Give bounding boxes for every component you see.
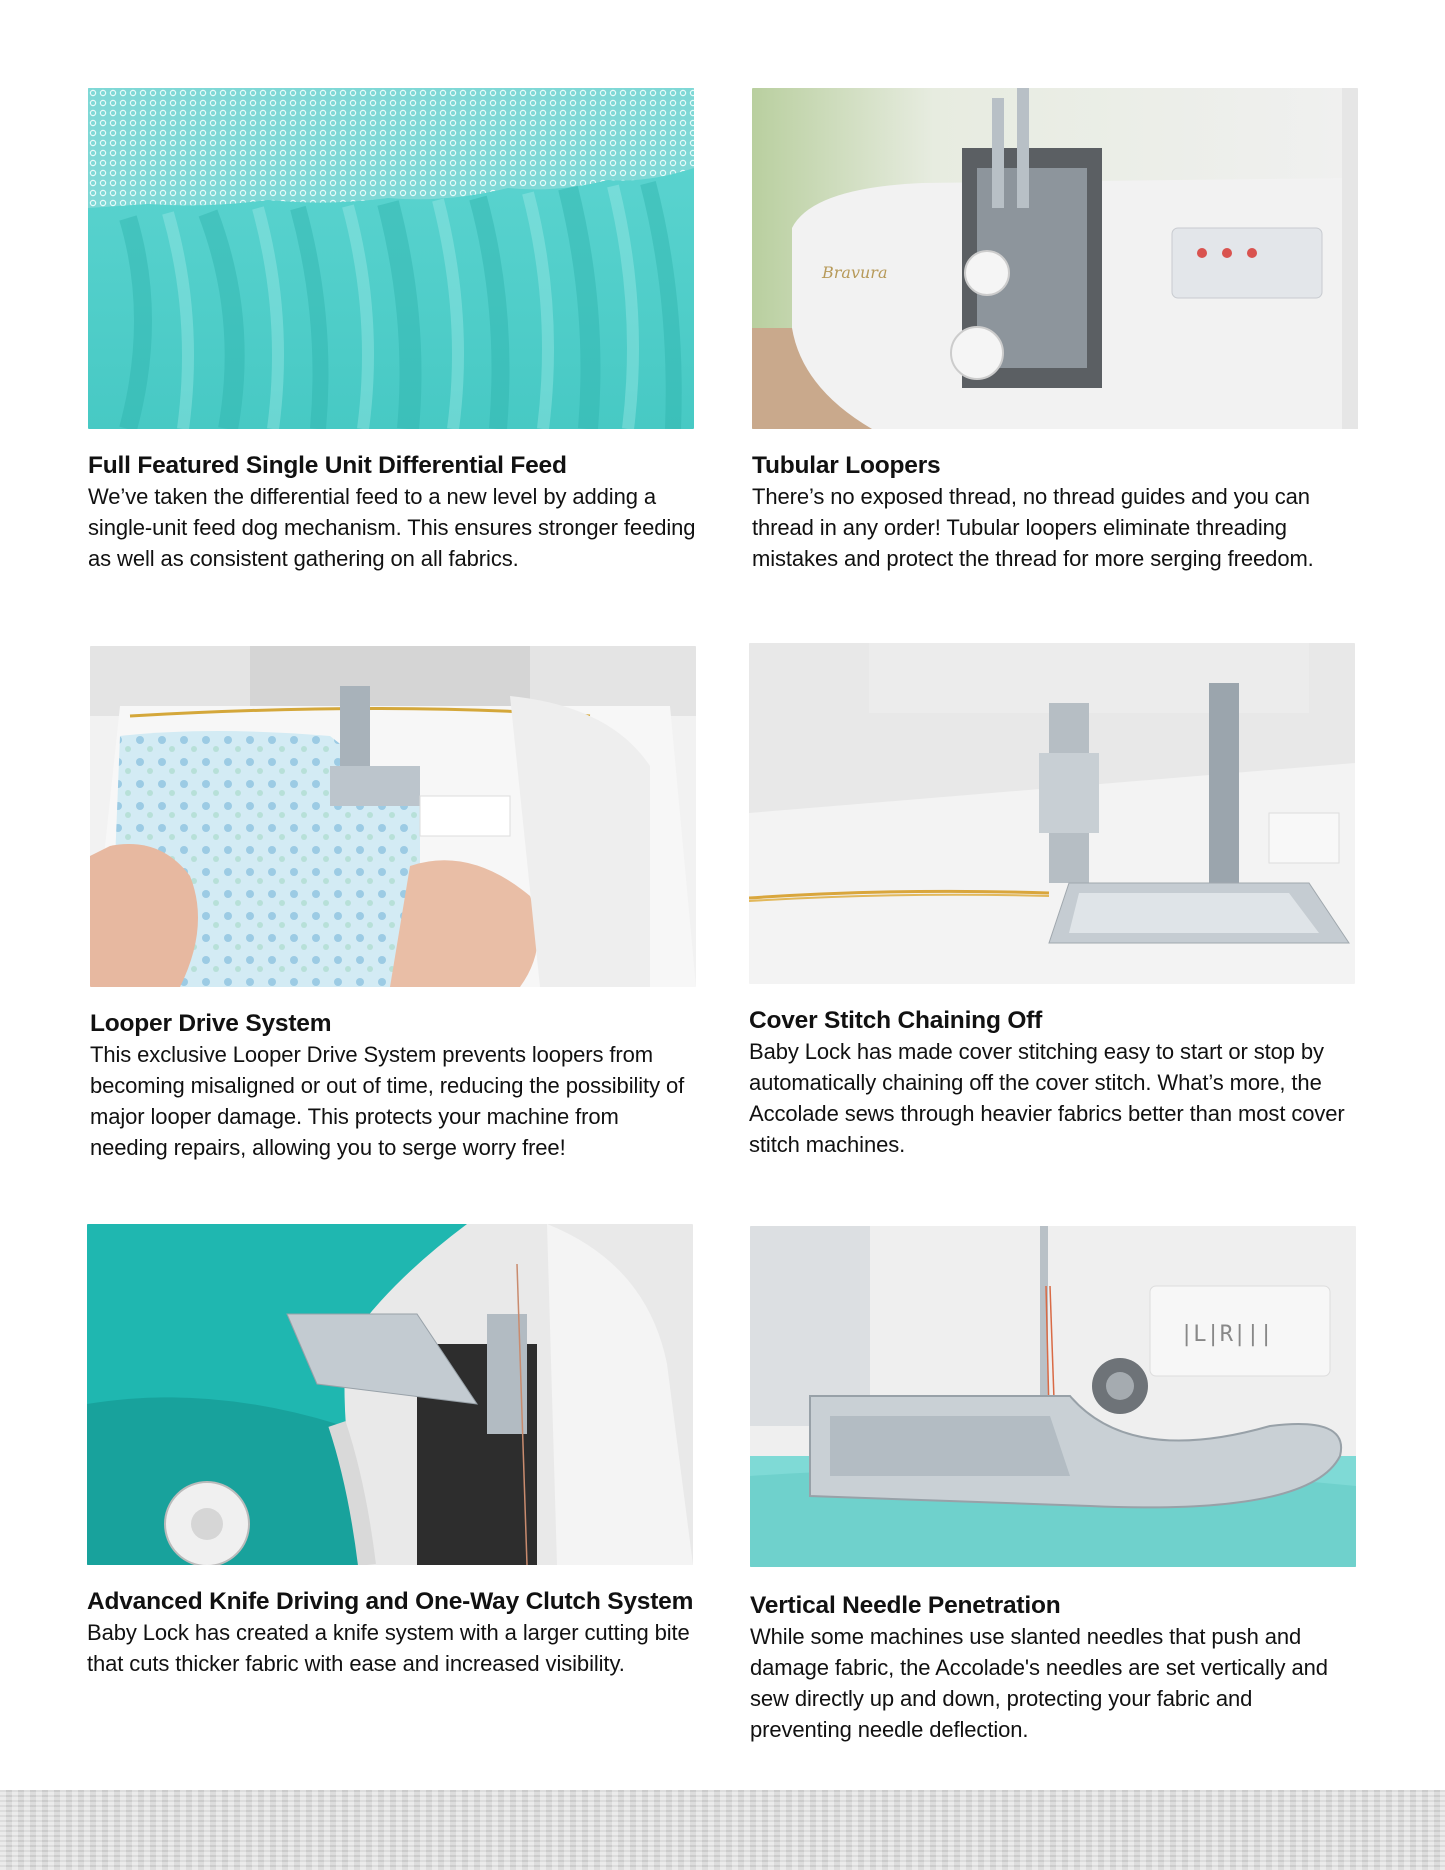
feature-title: Tubular Loopers (752, 452, 941, 479)
feature-title: Vertical Needle Penetration (750, 1592, 1061, 1619)
serger-looper-closeup-photo (752, 88, 1358, 429)
svg-text:|L|R|||: |L|R||| (1180, 1322, 1273, 1347)
svg-text:Bravura: Bravura (822, 263, 888, 282)
feature-differential-feed (88, 88, 708, 574)
cover-stitch-presser-foot-photo (749, 643, 1355, 984)
feature-title: Cover Stitch Chaining Off (749, 1007, 1043, 1034)
feature-knife-system (87, 1224, 707, 1679)
feature-description: We’ve taken the differential feed to a new level by adding a single-unit feed dog mechanism. This ensures stronger feeding as well as consistent gathering on all fabrics. (88, 484, 696, 571)
feature-description: There’s no exposed thread, no thread guides and you can thread in any order! Tubular loopers eliminate threading mistakes and protect the thread for more serging freedom. (752, 484, 1314, 571)
feature-title: Advanced Knife Driving and One-Way Clutch System (87, 1588, 694, 1615)
knife-system-teal-fabric-photo (87, 1224, 693, 1565)
feature-description: Baby Lock has created a knife system with a larger cutting bite that cuts thicker fabric with ease and increased visibility. (87, 1620, 690, 1676)
feature-looper-drive (90, 646, 710, 1163)
feature-title: Looper Drive System (90, 1010, 332, 1037)
feature-description: This exclusive Looper Drive System prevents loopers from becoming misaligned or out of time, reducing the possibility of major looper damage. This protects your machine from needing repairs, allowing you to serge worry free! (90, 1042, 685, 1160)
hands-serging-fabric-photo (90, 646, 696, 987)
feature-description: While some machines use slanted needles that push and damage fabric, the Accolade's needles are set vertically and sew directly up and down, protecting your fabric and preventing needle deflection. (750, 1624, 1328, 1742)
footer-texture-band (0, 1790, 1445, 1870)
feature-description: Baby Lock has made cover stitching easy to start or stop by automatically chaining off the cover stitch. What’s more, the Accolade sews through heavier fabrics better than most cover stitch machines. (749, 1039, 1345, 1157)
feature-cover-stitch (749, 643, 1369, 1160)
feature-title: Full Featured Single Unit Differential Feed (88, 452, 567, 479)
feature-vertical-needle (750, 1226, 1370, 1745)
gathered-teal-fabric-photo (88, 88, 694, 429)
feature-tubular-loopers (752, 88, 1372, 574)
vertical-needle-foot-photo (750, 1226, 1356, 1567)
